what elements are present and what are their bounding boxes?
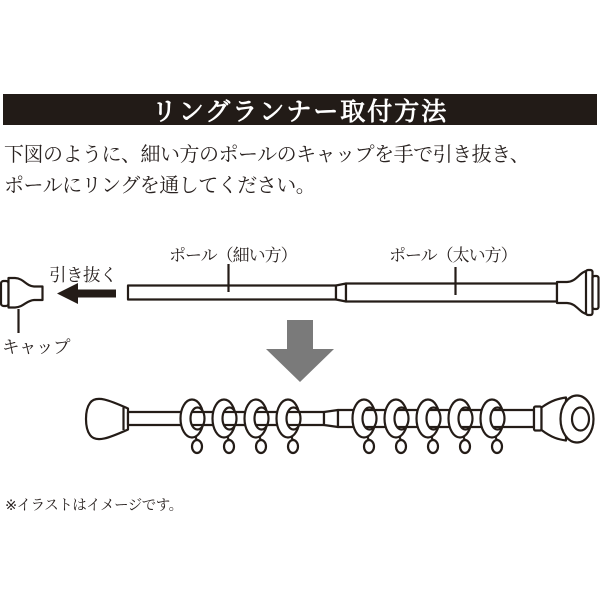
curtain-ring (385, 400, 409, 454)
instruction-line-1: 下図のように、細い方のポールのキャップを手で引き抜き、 (4, 144, 530, 166)
curtain-ring (181, 400, 205, 454)
label-pole-thick: ポール（太い方） (389, 246, 517, 265)
right-finial-top (557, 270, 599, 315)
curtain-ring (213, 400, 237, 454)
pull-out-arrow-icon (57, 283, 116, 304)
pole-junction-top (336, 284, 346, 302)
curtain-ring (449, 400, 473, 454)
curtain-ring (417, 400, 441, 454)
down-arrow-icon (266, 320, 334, 382)
curtain-ring (245, 400, 269, 454)
curtain-ring (353, 400, 377, 454)
thin-pole-top (128, 286, 336, 300)
curtain-ring (481, 400, 505, 454)
curtain-ring (277, 400, 301, 454)
cap-illustration (1, 278, 43, 308)
thick-pole-top (346, 284, 557, 302)
pole-junction-bottom (324, 410, 338, 427)
right-finial-bottom (534, 396, 594, 443)
label-pole-thin: ポール（細い方） (169, 246, 297, 265)
left-finial-bottom (86, 399, 128, 439)
instruction-line-2: ポールにリングを通してください。 (4, 175, 316, 197)
label-cap: キャップ (2, 337, 70, 357)
label-pull-out: 引き抜く (49, 265, 117, 285)
page-title: リングランナー取付方法 (151, 97, 449, 126)
footnote: ※イラストはイメージです。 (5, 498, 183, 514)
